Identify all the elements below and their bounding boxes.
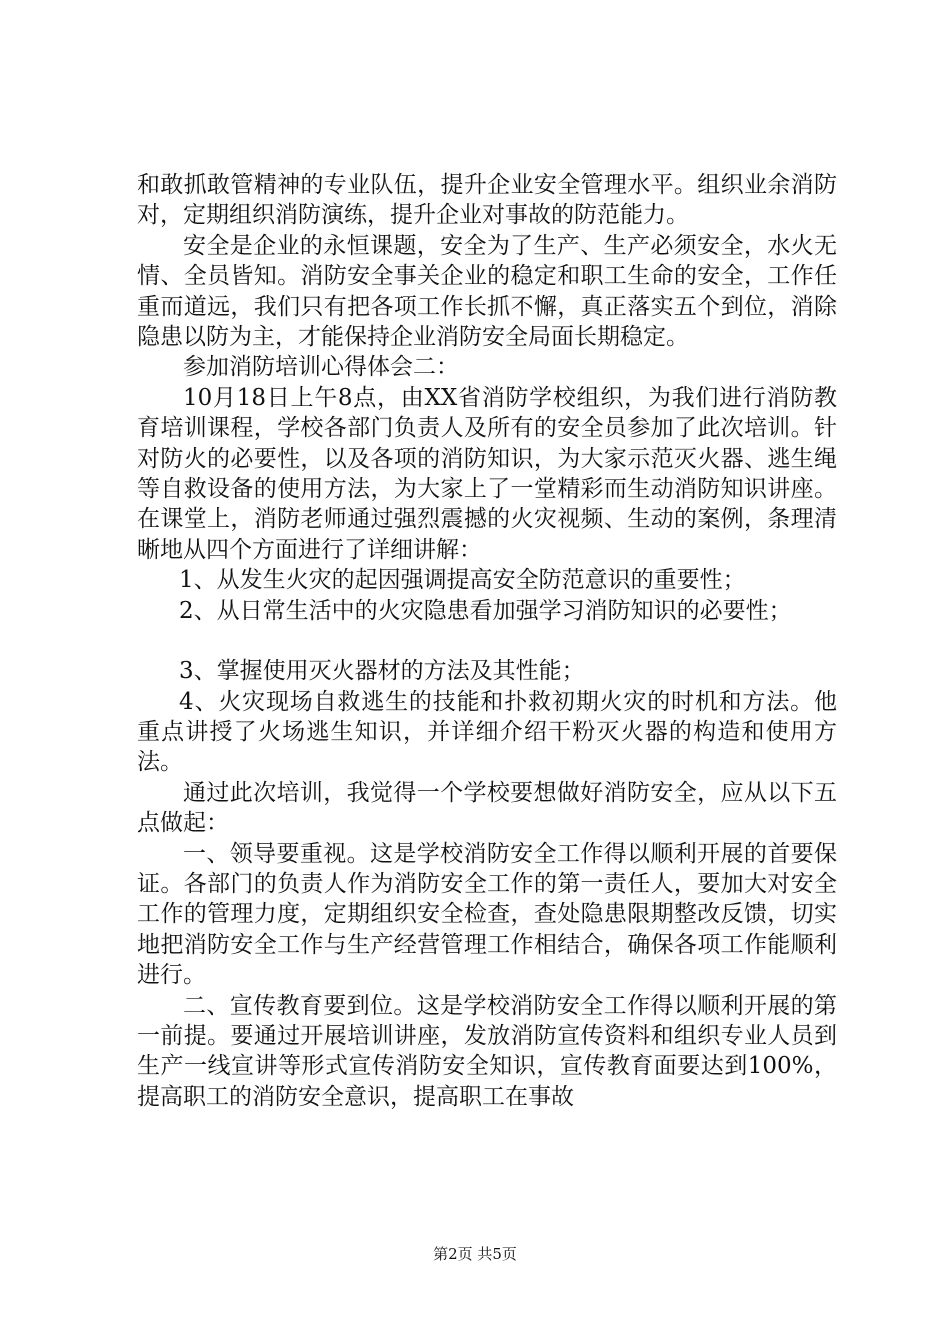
paragraph-continuation: 和敢抓敢管精神的专业队伍，提升企业安全管理水平。组织业余消防对，定期组织消防演练，提升企业对事故的防范能力。 bbox=[137, 172, 837, 229]
list-item-1: 1、从发生火灾的起因强调提高安全防范意识的重要性； bbox=[179, 567, 746, 594]
document-body bbox=[137, 170, 837, 1112]
list-item-2: 2、从日常生活中的火灾隐患看加强学习消防知识的必要性； bbox=[179, 597, 792, 624]
paragraph-training-intro: 10月18日上午8点，由XX省消防学校组织，为我们进行消防教育培训课程，学校各部门负责人及所有的安全员参加了此次培训。针对防火的必要性，以及各项的消防知识，为大家示范灭火器、逃生绳等自救设备的使用方法，为大家上了一堂精彩而生动消防知识讲座。在课堂上，消防老师通过强烈震撼的火灾视频、生动的案例，条理清晰地从四个方面进行了详细讲解： bbox=[137, 384, 837, 563]
list-item-3: 3、掌握使用灭火器材的方法及其性能； bbox=[179, 658, 585, 685]
paragraph-five-points-intro: 通过此次培训，我觉得一个学校要想做好消防安全，应从以下五点做起： bbox=[137, 779, 837, 837]
paragraph-safety-topic: 安全是企业的永恒课题，安全为了生产、生产必须安全，水火无情、全员皆知。消防安全事关企业的稳定和职工生命的安全，工作任重而道远，我们只有把各项工作长抓不懈，真正落实五个到位，消除隐患以防为主，才能保持企业消防安全局面长期稳定。 bbox=[137, 232, 837, 351]
section-heading: 参加消防培训心得体会二： bbox=[183, 354, 459, 381]
paragraph-point-1: 一、领导要重视。这是学校消防安全工作得以顺利开展的首要保证。各部门的负责人作为消防安全工作的第一责任人，要加大对安全工作的管理力度，定期组织安全检查，查处隐患限期整改反馈，切实地把消防安全工作与生产经营管理工作相结合，确保各项工作能顺利进行。 bbox=[137, 840, 837, 989]
paragraph-point-2: 二、宣传教育要到位。这是学校消防安全工作得以顺利开展的第一前提。要通过开展培训讲座，发放消防宣传资料和组织专业人员到生产一线宣讲等形式宣传消防安全知识，宣传教育面要达到100%，提高职工的消防安全意识，提高职工在事故 bbox=[137, 992, 837, 1110]
page-number-footer: 第2页 共5页 bbox=[433, 1245, 517, 1263]
list-item-4: 4、火灾现场自救逃生的技能和扑救初期火灾的时机和方法。他重点讲授了火场逃生知识，并详细介绍干粉灭火器的构造和使用方法。 bbox=[137, 688, 837, 776]
